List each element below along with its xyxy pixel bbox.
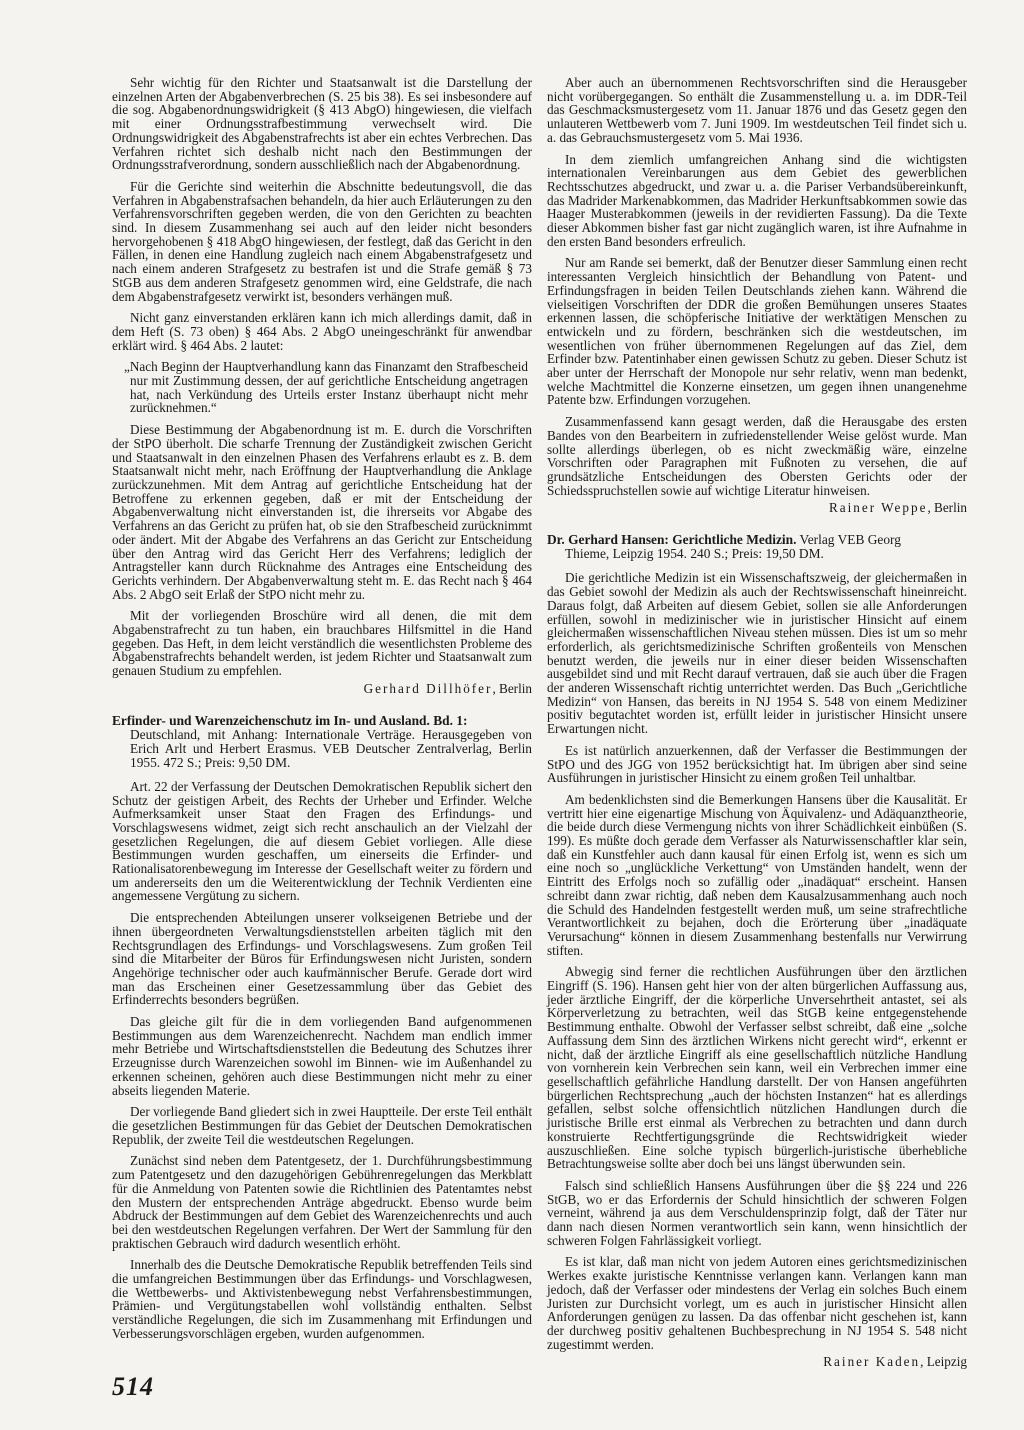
book-publisher: Verlag VEB Georg (796, 532, 901, 548)
paragraph: Die gerichtliche Medizin ist ein Wissenschaftszweig, der gleichermaßen in das Gebiet sowohl der Medizin als auch der Rechtswissenschaft hineinreicht. Daraus folgt, daß Arbeiten auf diesem Gebiet, sollen sie alle Anforderungen erfüllen, sowohl in medizinischer wie in juristischer Hinsicht auf einem gleichermaßen wissenschaftlichen Niveau stehen müssen. Dies ist um so mehr erforderlich, als gerichtsmedizinische Schriften großenteils von Menschen benutzt werden, die jeweils nur in einer dieser beiden Wissenschaften ausgebildet sind und mit Recht darauf vertrauen, daß sie auch über die Fragen der anderen Wissenschaft richtig unterrichtet werden. Das Buch „Gerichtliche Medizin“ von Hansen, das bereits in NJ 1954 S. 548 von einem Mediziner positiv begutachtet worden ist, erfüllt leider in juristischer Hinsicht unsere Erwartungen nicht. (547, 570, 967, 737)
paragraph: Mit der vorliegenden Broschüre wird all denen, die mit dem Abgabenstrafrecht zu tun haben, ein brauchbares Hilfsmittel in die Hand gegeben. Das Heft, in dem leicht verständlich die wesentlichsten Probleme des Abgabenstrafrechts behandelt werden, ist jedem Richter und Staatsanwalt zum genauen Studium zu empfehlen. (112, 608, 532, 679)
paragraph: Diese Bestimmung der Abgabenordnung ist m. E. durch die Vorschriften der StPO überholt. Die scharfe Trennung der Zuständigkeit zwischen Gericht und Staatsanwalt in den einzelnen Phasen des Verfahrens erlaubt es z. B. dem Staatsanwalt nicht mehr, nach Eröffnung der Hauptverhandlung die Anklage zurückzunehmen. Mit dem Antrag auf gerichtliche Entscheidung hat der Betroffene zu erkennen gegeben, daß er mit der Entscheidung der Abgabenverwaltung nicht einverstanden ist, die ihrerseits vor Abgabe des Verfahrens an das Gericht zu prüfen hat, ob sie den Strafbescheid zurücknimmt oder ändert. Mit der Abgabe des Verfahrens an das Gericht zur Entscheidung über den Antrag wird das Gericht Herr des Verfahrens; lediglich der Antragsteller kann durch Rücknahme des Antrages eine Entscheidung des Gerichts verhindern. Der Abgabenverwaltung steht m. E. das Recht nach § 464 Abs. 2 AbgO seit Erlaß der StPO nicht mehr zu. (112, 422, 532, 602)
paragraph: Es ist klar, daß man nicht von jedem Autoren eines gerichtsmedizinischen Werkes exakte juristische Kenntnisse verlangen kann. Verlangen kann man jedoch, daß der Verfasser oder mindestens der Verlag ein solches Buch einem Juristen zur Durchsicht vorlegt, um es auch in juristischer Hinsicht allen Anforderungen genügen zu lassen. Da das offenbar nicht geschehen ist, kann der durchweg positiv gehaltenen Buchbesprechung in NJ 1954 S. 548 nicht zugestimmt werden. (547, 1254, 967, 1352)
paragraph: Innerhalb des die Deutsche Demokratische Republik betreffenden Teils sind die umfangreichen Bestimmungen über das Erfindungs- und Vorschlagwesen, die Wettbewerbs- und Aktivistenbewegung nebst Verfahrensbestimmungen, Prämien- und Vergütungstabellen wohl vollständig enthalten. Selbst verständliche Regelungen, die sich im Zusammenhang mit Erfindungen und Verbesserungsvorschlägen ergeben, wurden aufgenommen. (112, 1257, 532, 1341)
reviewer-name: Rainer Kaden (823, 1354, 921, 1370)
paragraph: In dem ziemlich umfangreichen Anhang sind die wichtigsten internationalen Vereinbarungen aus dem Gebiet des gewerblichen Rechtsschutzes abgedruckt, und zwar u. a. die Pariser Verbandsübereinkunft, das Madrider Markenabkommen, das Madrider Herkunftsabkommen sowie das Haager Musterabkommen (jeweils in der revidierten Fassung). Da die Texte dieser Abkommen bisher fast gar nicht zugänglich waren, ist ihre Aufnahme in den ersten Band besonders erfreulich. (547, 151, 967, 249)
paragraph: Art. 22 der Verfassung der Deutschen Demokratischen Republik sichert den Schutz der geistigen Arbeit, des Rechts der Urheber und Erfinder. Welche Aufmerksamkeit unser Staat den Fragen des Erfindungs- und Vorschlagswesens widmet, zeigt sich recht anschaulich an der Vielzahl der gesetzlichen Regelungen, die auf diesem Gebiet vorliegen. Alle diese Bestimmungen wurden geschaffen, um einerseits die Erfinder- und Rationalisatorenbewegung im Interesse der Gesellschaft weiter zu fördern und um andererseits den um die Weiterentwicklung der Technik Verdienten eine angemessene Vergütung zu sichern. (112, 778, 532, 904)
paragraph: Nicht ganz einverstanden erklären kann ich mich allerdings damit, daß in dem Heft (S. 73 oben) § 464 Abs. 2 AbgO uneingeschränkt für anwendbar erklärt wird. § 464 Abs. 2 lautet: (112, 310, 532, 353)
paragraph: Nur am Rande sei bemerkt, daß der Benutzer dieser Sammlung einen recht interessanten Vergleich hinsichtlich der Behandlung von Patent- und Erfindungsfragen in beiden Teilen Deutschlands ziehen kann. Während die vielseitigen Vorschriften der DDR die großen Bemühungen unseres Staates erkennen lassen, die schöpferische Initiative der werktätigen Menschen zu entwickeln und zu fördern, beschränken sich die westdeutschen, im wesentlichen von früher übernommenen Regelungen auf das Ziel, dem Erfinder bzw. Patentinhaber einen gewissen Schutz zu geben. Dieser Schutz ist aber unter der Herrschaft der Monopole nur sehr relativ, wenn man bedenkt, welche Machtmittel die Konzerne einsetzen, um gegen ihnen unangenehme Patente bzw. Erfindungen vorzugehen. (547, 255, 967, 408)
paragraph: Am bedenklichsten sind die Bemerkungen Hansens über die Kausalität. Er vertritt hier eine eigenartige Mischung von Äquivalenz- und Adäquanztheorie, die beide durch diese Vermengung nichts von ihrer Schädlichkeit einbüßen (S. 199). Es müßte doch gerade dem Verfasser als Naturwissenschaftler klar sein, daß ein Kunstfehler auch dann kausal für einen Erfolg ist, wenn es sich um eine noch so „unglückliche Verkettung“ von Umständen handelt, wenn der Eintritt des Erfolgs noch so zufällig oder „inadäquat“ erscheint. Hansen schreibt dann zwar richtig, daß neben dem Kausalzusammenhang auch noch die Schuld des Handelnden festgestellt werden muß, um seine strafrechtliche Verantwortlichkeit zu bejahen, doch die Erörterung über „inadäquate Verursachung“ können in diesem Zusammenhang bestenfalls nur Verwirrung stiften. (547, 791, 967, 958)
review-signature (547, 1355, 967, 1369)
paragraph: Der vorliegende Band gliedert sich in zwei Hauptteile. Der erste Teil enthält die gesetzlichen Bestimmungen für das Gebiet der Deutschen Demokratischen Republik, der zweite Teil die westdeutschen Regelungen. (112, 1104, 532, 1147)
paragraph: Abwegig sind ferner die rechtlichen Ausführungen über den ärztlichen Eingriff (S. 196). Hansen geht hier von der alten bürgerlichen Auffassung aus, jeder ärztliche Eingriff, der die körperliche Unversehrtheit antastet, sei als Körperverletzung zu betrachten, weil das StGB keine entgegenstehende Bestimmung enthalte. Obwohl der Verfasser selbst schreibt, daß eine „solche Auffassung dem Sinn des ärztlichen Wirkens nicht gerecht wird“, erkennt er nicht, daß der ärztliche Eingriff als eine gesellschaftlich nützliche Handlung von vornherein kein Verbrechen sein kann, weil ein Verbrechen immer eine gesellschaftlich gefährliche Handlung darstellt. Der von Hansen angeführten bürgerlichen Rechtsprechung „auch der höchsten Instanzen“ hat es allerdings gefallen, selbst solche offensichtlich nützlichen Handlungen durch die juristische Brille erst einmal als Verbrechen zu betrachten und dann durch konstruierte Rechtfertigungsgründe die Rechtswidrigkeit wieder auszuschließen. Eine solche typisch bürgerlich-juristische überhebliche Betrachtungsweise sollte aber doch bei uns längst überwunden sein. (547, 964, 967, 1172)
book-details: Thieme, Leipzig 1954. 240 S.; Preis: 19,50 DM. (565, 546, 824, 562)
reviewer-name: Rainer Weppe (828, 500, 928, 516)
reviewer-city: , Leipzig (920, 1354, 967, 1370)
review-signature (112, 682, 532, 696)
reviewer-city: , Berlin (492, 680, 532, 696)
paragraph: Sehr wichtig für den Richter und Staatsanwalt ist die Darstellung der einzelnen Arten der Abgabenverbrechen (S. 25 bis 38). Es sei insbesondere auf die sog. Abgabenordnungswidrigkeit (§ 413 AbgO) hingewiesen, die vielfach mit einer Ordnungsstrafbestimmung verwechselt wird. Die Ordnungswidrigkeit des Abgabenstrafrechts ist aber ein echtes Verbrechen. Das Verfahren richtet sich deshalb nicht nach den Bestimmungen der Ordnungsstrafverordnung, sondern ausschließlich nach der Abgabenordnung. (112, 75, 532, 173)
two-column-layout (112, 75, 967, 1387)
paragraph: Für die Gerichte sind weiterhin die Abschnitte bedeutungsvoll, die das Verfahren in Abgabenstrafsachen behandeln, da hier auch Erläuterungen zu den Verfahrensvorschriften gegeben werden, die von den Gerichten zu beachten sind. In diesem Zusammenhang sei auch auf den leider nicht besonders hervorgehobenen § 418 AbgO hingewiesen, der festlegt, daß das Gericht in den Fällen, in denen eine Handlung zugleich nach einem Abgabenstrafgesetz und nach einem anderen Strafgesetz zu bestrafen ist und die Strafe gemäß § 73 StGB aus dem anderen Strafgesetz genommen wird, eine Geldstrafe, die nach dem Abgabenstrafgesetz verwirkt ist, besonders verhängen muß. (112, 178, 532, 304)
paragraph: Aber auch an übernommenen Rechtsvorschriften sind die Herausgeber nicht vorübergegangen. So enthält die Zusammenstellung u. a. im DDR-Teil das Geschmacksmustergesetz vom 11. Januar 1876 und das Gesetz gegen den unlauteren Wettbewerb vom 7. Juni 1909. Im westdeutschen Teil findet sich u. a. das Gebrauchsmustergesetz vom 5. Mai 1936. (547, 75, 967, 145)
book-title: Dr. Gerhard Hansen: Gerichtliche Medizin. (547, 532, 797, 548)
book-details: Deutschland, mit Anhang: Internationale Verträge. Herausgegeben von Erich Arlt und Herbert Erasmus. VEB Deutscher Zentralverlag, Berlin 1955. 472 S.; Preis: 9,50 DM. (130, 726, 532, 770)
paragraph: Zunächst sind neben dem Patentgesetz, der 1. Durchführungsbestimmung zum Patentgesetz und den dazugehörigen Gebührenregelungen das Merkblatt für die Anmeldung von Patenten sowie die Richtlinien des Patentamtes nebst den Mustern der entsprechenden Anträge abgedruckt. Ebenso wurde beim Abdruck der Bestimmungen auf dem Gebiet des Warenzeichenrechts und auch bei den westdeutschen Regelungen verfahren. Der Wert der Sammlung für den praktischen Gebrauch wird dadurch wesentlich erhöht. (112, 1153, 532, 1251)
reviewer-name: Gerhard Dillhöfer (363, 680, 493, 696)
review-heading (112, 714, 532, 770)
quote-text: „Nach Beginn der Hauptverhandlung kann das Finanzamt den Strafbescheid nur mit Zustimmung dessen, der auf gerichtliche Entscheidung angetragen hat, nach Verkündung des Urteils erster Instanz überhaupt nicht mehr zurücknehmen.“ (124, 359, 528, 416)
reviewer-city: , Berlin (927, 500, 967, 516)
block-quote (112, 360, 532, 415)
review-signature (547, 501, 967, 515)
book-title: Erfinder- und Warenzeichenschutz im In- und Ausland. Bd. 1: (112, 712, 468, 728)
paragraph: Zusammenfassend kann gesagt werden, daß die Herausgabe des ersten Bandes von den Bearbeitern in zufriedenstellender Weise gelöst wurde. Man sollte allerdings überlegen, ob es nicht zweckmäßig wäre, einzelne Vorschriften oder Paragraphen mit Fußnoten zu versehen, die auf grundsätzliche Entscheidungen des Obersten Gerichts oder der Schiedsspruchstellen sowie auf wichtige Literatur hinweisen. (547, 414, 967, 498)
paragraph: Es ist natürlich anzuerkennen, daß der Verfasser die Bestimmungen der StPO und des JGG von 1952 berücksichtigt hat. Im übrigen aber sind seine Ausführungen in juristischer Hinsicht zu einem großen Teil unhaltbar. (547, 742, 967, 786)
left-column (112, 76, 532, 1387)
paragraph: Die entsprechenden Abteilungen unserer volkseigenen Betriebe und der ihnen übergeordneten Verwaltungsdienststellen arbeiten täglich mit den Rechtsgrundlagen des Erfindungs- und Vorschlagswesens. Zum großen Teil sind die Mitarbeiter der Büros für Erfindungswesen nicht Juristen, sondern Angehörige technischer oder auch kaufmännischer Berufe. Gerade dort wird man das Erscheinen einer Gesetzessammlung über das Gebiet des Erfinderrechts besonders begrüßen. (112, 910, 532, 1008)
page-number: 514 (112, 1372, 154, 1401)
review-heading (547, 533, 967, 561)
paragraph: Falsch sind schließlich Hansens Ausführungen über die §§ 224 und 226 StGB, wo er das Erfordernis der Schuld hinsichtlich der schweren Folgen verneint, während ja aus dem Verschuldensprinzip folgt, daß der Täter nur dann nach diesen Normen verantwortlich sein kann, wenn hinsichtlich der schweren Folgen Fahrlässigkeit vorliegt. (547, 1177, 967, 1248)
paragraph: Das gleiche gilt für die in dem vorliegenden Band aufgenommenen Bestimmungen aus dem Warenzeichenrecht. Nachdem man endlich immer mehr Betriebe und Wirtschaftsdienststellen die Bedeutung des Schutzes ihrer Erzeugnisse durch Warenzeichen sowohl im Binnen- wie im Außenhandel zu erkennen scheinen, gehören auch diese Bestimmungen nicht mehr zu einer abseits liegenden Materie. (112, 1014, 532, 1098)
right-column (547, 76, 967, 1387)
